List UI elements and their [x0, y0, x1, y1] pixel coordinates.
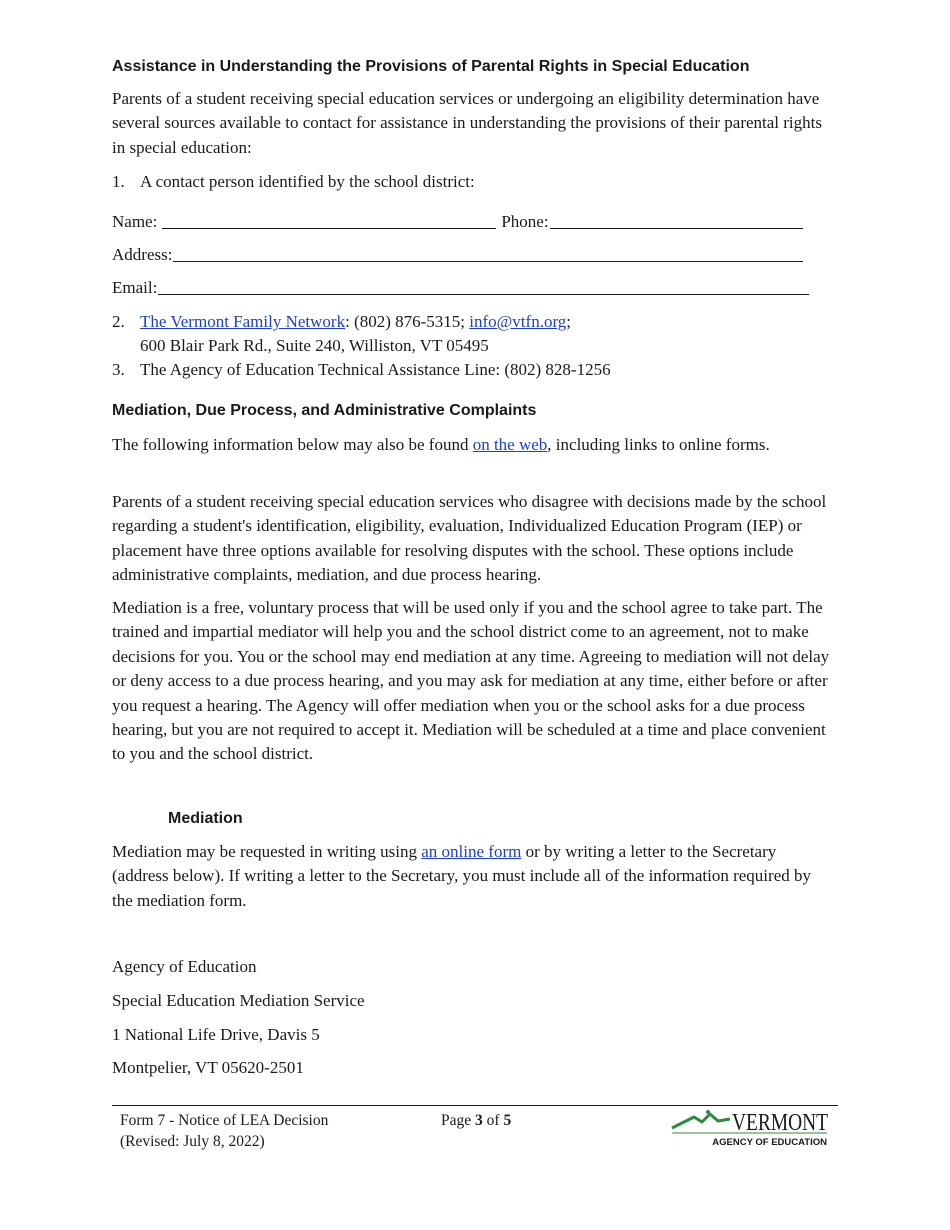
email-fill-line[interactable] — [158, 276, 809, 295]
address-line-city: Montpelier, VT 05620-2501 — [112, 1058, 304, 1077]
vermont-agency-of-education-logo — [672, 1108, 832, 1152]
phone-label: Phone: — [501, 212, 549, 231]
web-info-paragraph — [112, 433, 812, 457]
page-current: 3 — [475, 1112, 483, 1129]
web-info-text-after: , including links to online forms. — [547, 435, 770, 454]
list-item-technical-assistance-line — [112, 358, 838, 382]
vfn-address-text: 600 Blair Park Rd., Suite 240, Williston, VT 05495 — [140, 336, 489, 356]
phone-fill-line[interactable] — [550, 210, 803, 229]
address-label: Address: — [112, 245, 173, 264]
vfn-email-link[interactable]: info@vtfn.org — [469, 312, 567, 331]
mountain-logo-mark — [672, 1114, 730, 1128]
vermont-family-network-link[interactable]: The Vermont Family Network — [140, 312, 346, 331]
list-item-contact-person — [112, 170, 838, 194]
online-form-link[interactable]: an online form — [421, 842, 522, 861]
list-number: 3. — [112, 360, 125, 379]
logo-agency-text: AGENCY OF EDUCATION — [712, 1137, 827, 1148]
email-label: Email: — [112, 278, 158, 297]
mediation-request-paragraph — [112, 840, 812, 913]
list-item-vermont-family-network — [112, 310, 838, 359]
vfn-semicolon: ; — [566, 312, 572, 331]
address-fill-line[interactable] — [173, 243, 803, 262]
mediation-request-text-before: Mediation may be requested in writing using — [112, 842, 422, 861]
name-label: Name: — [112, 212, 158, 231]
page-total: 5 — [503, 1112, 512, 1129]
intro-paragraph: Parents of a student receiving special education services or undergoing an eligibility determination have several sources available to contact for assistance in understanding the provisions of their parental rights in special education: — [112, 89, 822, 157]
address-line-service: Special Education Mediation Service — [112, 991, 365, 1010]
web-info-text-before: The following information below may also be found — [112, 435, 473, 454]
mediation-description-paragraph: Mediation is a free, voluntary process that will be used only if you and the school agree to take part. The trained and impartial mediator will help you and the school district come to an agreement, not to make decisions for you. You or the school may end mediation at any time. Agreeing to mediation will not delay or deny access to a due process hearing, and you may ask for mediation at any time, either before or after you request a hearing. The Agency will offer mediation when you or the school asks for a due process hearing, but you are not required to accept it. Mediation will be scheduled at a time and place convenient to you and the school district. — [112, 598, 830, 764]
list-number: 1. — [112, 172, 125, 191]
heading-mediation-due-process: Mediation, Due Process, and Administrative Complaints — [112, 402, 537, 419]
address-line-agency: Agency of Education — [112, 957, 257, 976]
email-row — [112, 276, 810, 300]
list-number: 2. — [112, 312, 125, 331]
list-item-text: A contact person identified by the school district: — [140, 172, 475, 191]
list-item-text: The Agency of Education Technical Assistance Line: (802) 828-1256 — [140, 360, 611, 379]
page-word: Page — [441, 1112, 476, 1129]
footer-revised-date: (Revised: July 8, 2022) — [120, 1133, 265, 1150]
name-fill-line[interactable] — [162, 210, 496, 229]
name-phone-row — [112, 210, 804, 234]
on-the-web-link[interactable]: on the web — [472, 435, 548, 454]
heading-parental-rights-assistance: Assistance in Understanding the Provisions of Parental Rights in Special Education — [112, 58, 750, 75]
logo-sun-dot — [706, 1110, 710, 1114]
page-footer — [112, 1105, 838, 1150]
mediation-request-text-after: or by writing a letter to the Secretary (address below). If writing a letter to the Secretary, you must include all of the information required by the mediation form. — [112, 842, 811, 910]
list-item-text — [140, 310, 838, 359]
address-row — [112, 243, 804, 267]
footer-form-info — [120, 1110, 328, 1152]
vfn-phone-text: : (802) 876-5315; — [345, 312, 470, 331]
address-line-street: 1 National Life Drive, Davis 5 — [112, 1025, 320, 1044]
logo-vermont-text: VERMONT — [732, 1110, 829, 1136]
footer-form-title: Form 7 - Notice of LEA Decision — [120, 1112, 329, 1129]
disputes-paragraph: Parents of a student receiving special education services who disagree with decisions made by the school regarding a student's identification, eligibility, evaluation, Individualized Education Program (IEP) or placement have three options available for resolving disputes with the school. These options include administrative complaints, mediation, and due process hearing. — [112, 492, 827, 585]
page-of: of — [482, 1112, 504, 1129]
footer-page-number — [441, 1110, 511, 1131]
heading-mediation: Mediation — [168, 810, 243, 827]
